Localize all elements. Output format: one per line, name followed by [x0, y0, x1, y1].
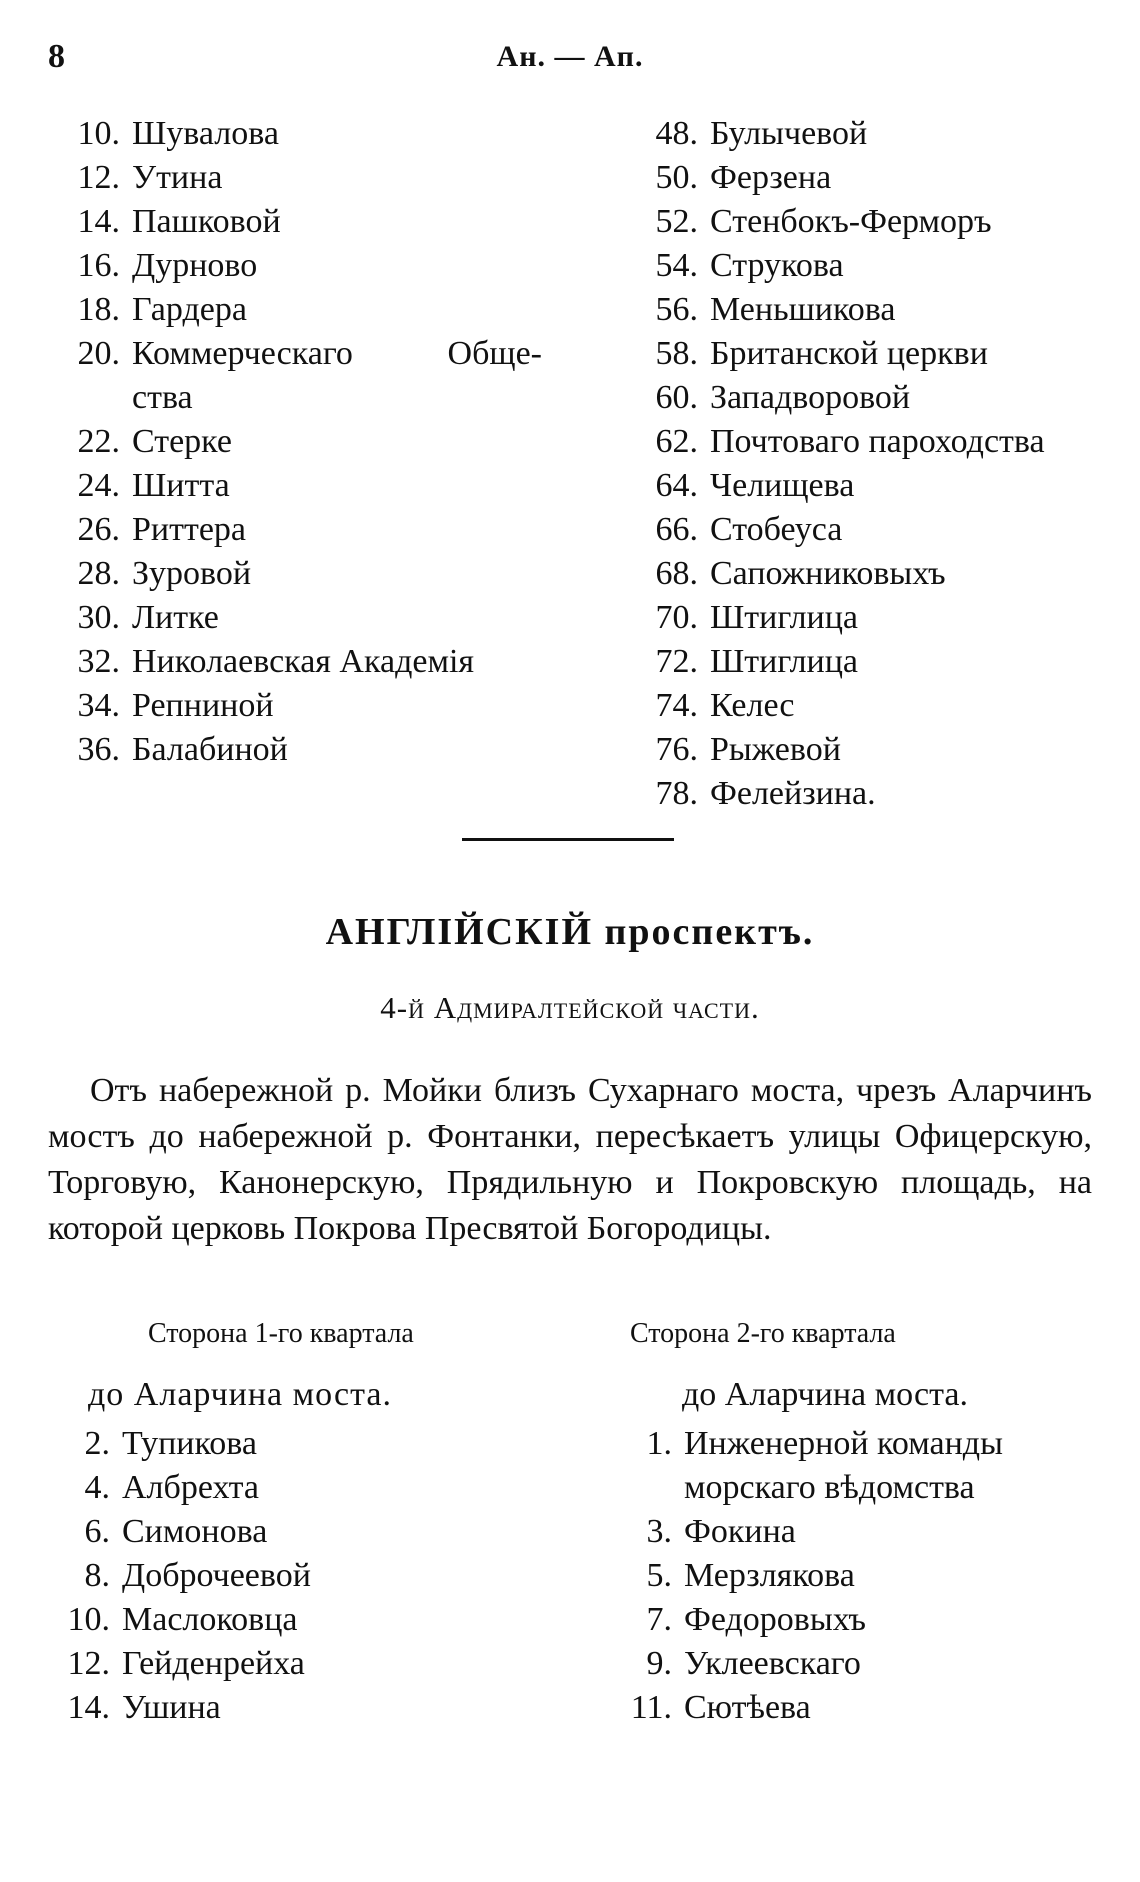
entry-name: Ушина — [122, 1689, 221, 1726]
entry-number: 72. — [655, 643, 698, 680]
entry-number: 64. — [655, 467, 698, 504]
entry-number: 12. — [67, 1645, 110, 1682]
list-item — [48, 464, 542, 508]
entry-name: Булычевой — [710, 115, 868, 152]
address-list-top-right — [626, 112, 1045, 816]
entry-number: 36. — [77, 731, 120, 768]
entry-number: 14. — [77, 203, 120, 240]
list-item — [626, 640, 1045, 684]
list-item — [48, 596, 542, 640]
list-item — [48, 1686, 311, 1730]
entry-name: Штиглица — [710, 643, 859, 680]
entry-number: 62. — [655, 423, 698, 460]
entry-name-continuation: морскаго вѣдомства — [684, 1469, 975, 1506]
entry-number: 18. — [77, 291, 120, 328]
entry-name: Доброчеевой — [122, 1557, 311, 1594]
list-item — [48, 112, 542, 156]
entry-number: 30. — [77, 599, 120, 636]
entry-number: 34. — [77, 687, 120, 724]
entry-name: Шитта — [132, 467, 230, 504]
entry-number: 7. — [646, 1601, 672, 1638]
entry-name: Албрехта — [122, 1469, 259, 1506]
address-list-top-left — [48, 112, 542, 772]
entry-name: Симонова — [122, 1513, 268, 1550]
list-item — [48, 1510, 311, 1554]
entry-number: 22. — [77, 423, 120, 460]
entry-name: Стерке — [132, 423, 232, 460]
entry-name: Литке — [132, 599, 219, 636]
entry-number: 20. — [77, 335, 120, 372]
entry-number: 54. — [655, 247, 698, 284]
entry-number: 56. — [655, 291, 698, 328]
entry-name: Почтоваго пароходства — [710, 423, 1045, 460]
entry-number: 68. — [655, 555, 698, 592]
entry-name: Ферзена — [710, 159, 832, 196]
list-item — [626, 684, 1045, 728]
list-item — [48, 332, 542, 420]
entry-number: 50. — [655, 159, 698, 196]
entry-number: 11. — [630, 1689, 672, 1726]
list-item — [48, 156, 542, 200]
list-item — [626, 552, 1045, 596]
list-item — [626, 508, 1045, 552]
entry-number: 32. — [77, 643, 120, 680]
entry-number: 10. — [77, 115, 120, 152]
list-item — [626, 200, 1045, 244]
entry-name-continuation: ства — [132, 379, 193, 416]
entry-number: 4. — [84, 1469, 110, 1506]
list-item — [610, 1554, 1003, 1598]
list-item — [48, 552, 542, 596]
list-item — [626, 420, 1045, 464]
entry-name: Келес — [710, 687, 795, 724]
list-item — [48, 420, 542, 464]
list-item — [48, 728, 542, 772]
entry-number: 48. — [655, 115, 698, 152]
entry-name: Репниной — [132, 687, 274, 724]
list-item — [48, 200, 542, 244]
list-item — [48, 288, 542, 332]
entry-name: Фелейзина. — [710, 775, 876, 812]
list-item — [48, 1554, 311, 1598]
entry-name: Коммерческаго Обще- — [132, 335, 542, 372]
entry-number: 24. — [77, 467, 120, 504]
entry-number: 14. — [67, 1689, 110, 1726]
entry-number: 74. — [655, 687, 698, 724]
list-item — [626, 156, 1045, 200]
list-item — [610, 1598, 1003, 1642]
entry-name: Западворовой — [710, 379, 911, 416]
entry-name: Шувалова — [132, 115, 279, 152]
entry-name: Штиглица — [710, 599, 859, 636]
entry-number: 9. — [646, 1645, 672, 1682]
list-item — [48, 1422, 311, 1466]
list-item — [48, 1466, 311, 1510]
entry-number: 1. — [646, 1425, 672, 1462]
entry-name: Струкова — [710, 247, 844, 284]
section-subtitle: 4-й Адмиралтейской части. — [380, 990, 760, 1025]
entry-name: Британской церкви — [710, 335, 988, 372]
list-item — [626, 728, 1045, 772]
entry-number: 78. — [655, 775, 698, 812]
list-item — [626, 772, 1045, 816]
entry-number: 66. — [655, 511, 698, 548]
entry-number: 6. — [84, 1513, 110, 1550]
entry-name: Зуровой — [132, 555, 252, 592]
list-item — [610, 1510, 1003, 1554]
entry-name: Сютѣева — [684, 1689, 811, 1726]
section-divider — [462, 838, 674, 841]
entry-name: Стенбокъ-Ферморъ — [710, 203, 992, 240]
entry-name: Федоровыхъ — [684, 1601, 866, 1638]
list-item — [610, 1686, 1003, 1730]
page-number: 8 — [48, 38, 65, 75]
entry-name: Сапожниковыхъ — [710, 555, 946, 592]
entry-number: 10. — [67, 1601, 110, 1638]
entry-number: 76. — [655, 731, 698, 768]
entry-name: Челищева — [710, 467, 855, 504]
entry-number: 16. — [77, 247, 120, 284]
entry-name: Стобеуса — [710, 511, 843, 548]
entry-number: 70. — [655, 599, 698, 636]
entry-number: 58. — [655, 335, 698, 372]
entry-name: Рыжевой — [710, 731, 841, 768]
list-item — [626, 376, 1045, 420]
list-item — [626, 288, 1045, 332]
entry-name: Уклеевскаго — [684, 1645, 861, 1682]
entry-name: Тупикова — [122, 1425, 257, 1462]
entry-name: Балабиной — [132, 731, 288, 768]
entry-number: 28. — [77, 555, 120, 592]
entry-name: Инженерной команды — [684, 1425, 1003, 1462]
entry-name: Гардера — [132, 291, 247, 328]
list-item — [48, 684, 542, 728]
entry-number: 5. — [646, 1557, 672, 1594]
entry-name: Фокина — [684, 1513, 796, 1550]
entry-name: Мерзлякова — [684, 1557, 855, 1594]
entry-name: Гейденрейха — [122, 1645, 305, 1682]
list-item — [626, 332, 1045, 376]
list-item — [626, 596, 1045, 640]
entry-name: Маслоковца — [122, 1601, 298, 1638]
entry-name: Утина — [132, 159, 223, 196]
entry-number: 52. — [655, 203, 698, 240]
address-list-side-1 — [48, 1422, 311, 1730]
section-description: Отъ набережной р. Мойки близъ Сухарнаго моста, чрезъ Аларчинъ мостъ до набережной р. Фонтанки, пересѣкаетъ улицы Офицерскую, Торговую, Канонерскую, Прядильную и Покровскую площадь, на которой церковь Покрова Пресвятой Богородицы. — [48, 1072, 1092, 1247]
entry-number: 12. — [77, 159, 120, 196]
list-item — [610, 1642, 1003, 1686]
side-2-subheading: до Аларчина моста. — [682, 1376, 968, 1413]
section-title: АНГЛІЙСКІЙ проспектъ. — [325, 911, 815, 953]
side-1-heading: Сторона 1-го квартала — [148, 1318, 414, 1349]
entry-number: 3. — [646, 1513, 672, 1550]
list-item — [48, 244, 542, 288]
entry-number: 60. — [655, 379, 698, 416]
entry-name: Дурново — [132, 247, 258, 284]
entry-name: Меньшикова — [710, 291, 896, 328]
side-2-heading: Сторона 2-го квартала — [630, 1318, 896, 1349]
list-item — [626, 244, 1045, 288]
page-header — [0, 38, 1140, 78]
entry-number: 8. — [84, 1557, 110, 1594]
entry-number: 26. — [77, 511, 120, 548]
side-1-subheading: до Аларчина моста. — [88, 1376, 392, 1413]
list-item — [626, 112, 1045, 156]
entry-number: 2. — [84, 1425, 110, 1462]
list-item — [610, 1422, 1003, 1510]
list-item — [48, 1598, 311, 1642]
list-item — [48, 508, 542, 552]
list-item — [48, 640, 542, 684]
address-list-side-2 — [610, 1422, 1003, 1730]
list-item — [48, 1642, 311, 1686]
list-item — [626, 464, 1045, 508]
running-head: Ан. — Ап. — [496, 40, 644, 73]
entry-name: Риттера — [132, 511, 247, 548]
entry-name: Пашковой — [132, 203, 281, 240]
entry-name: Николаевская Академія — [132, 643, 475, 680]
